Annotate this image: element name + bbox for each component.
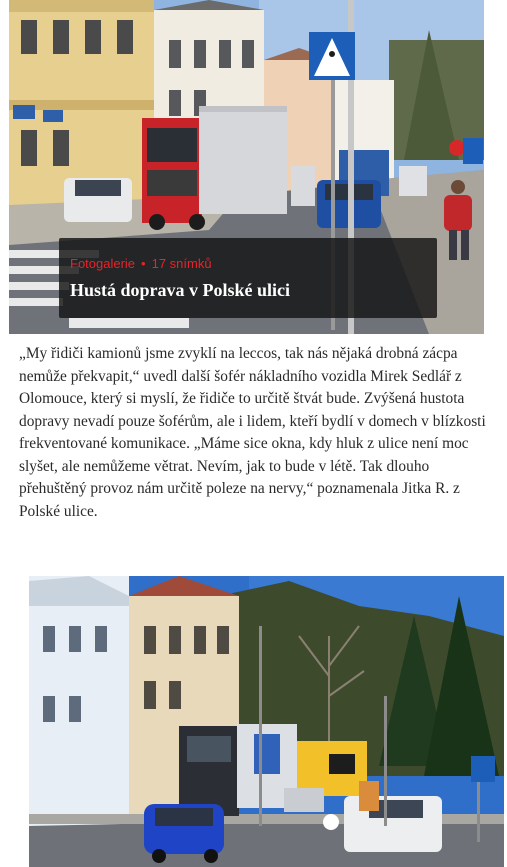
article-paragraph: „My řidiči kamionů jsme zvyklí na leccos, tak nás nějaká drobná zácpa nemůže překvapit,“ uvedl další šofér nákladního vozidla Mirek Sedlář z Olomouce, který si myslí, že řidiče to určitě štvát bude. Zvýšená hustota dopravy nevadí pouze šoférům, ale i lidem, kteří bydlí v domech v blízkosti frekventované komunikace. „Máme sice okna, kdy hluk z ulice není moc slyšet, ale nemůžeme větrat. Nevím, jak to bude v létě. Tak dlouho přehuštěný provoz nám určitě poleze na nervy,“ poznamenala Jitka R. z Polské ulice. <box>19 345 486 520</box>
gallery-count: 17 snímků <box>151 256 212 271</box>
gallery-meta <box>70 256 212 271</box>
gallery-title[interactable]: Hustá doprava v Polské ulici <box>70 280 291 300</box>
gallery-separator: • <box>141 256 146 271</box>
gallery-caption-overlay[interactable] <box>59 238 437 318</box>
street-trucks-photo <box>29 576 504 867</box>
gallery-photo-link[interactable] <box>9 0 484 334</box>
article-photo <box>29 576 504 867</box>
gallery-label: Fotogalerie <box>70 256 136 271</box>
